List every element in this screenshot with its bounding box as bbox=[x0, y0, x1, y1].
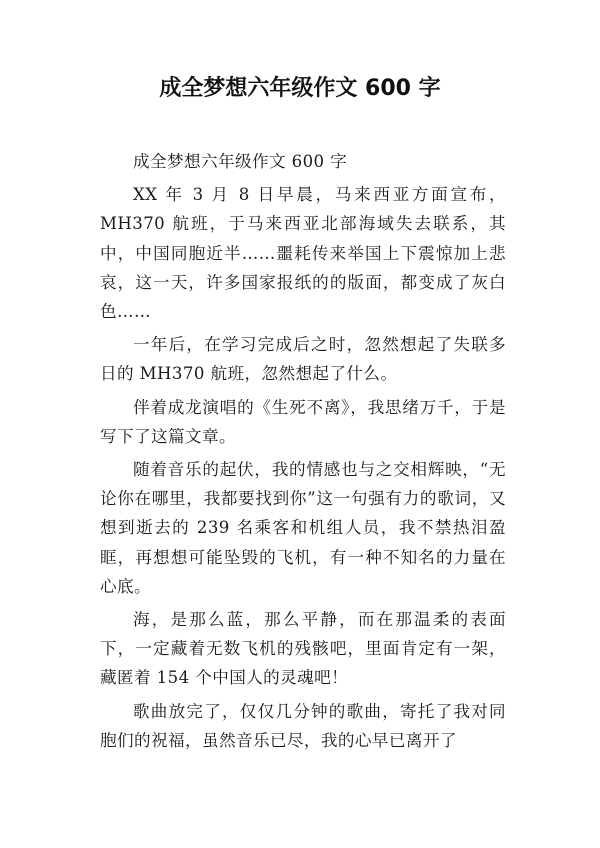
paragraph: 伴着成龙演唱的《生死不离》，我思绪万千，于是写下了这篇文章。 bbox=[100, 397, 506, 446]
paragraph: 一年后，在学习完成后之时，忽然想起了失联多日的 MH370 航班，忽然想起了什么。 bbox=[100, 335, 506, 384]
paragraph: 随着音乐的起伏，我的情感也与之交相辉映，“无论你在哪里，我都要找到你”这一句强有力的歌词，又想到逝去的 239 名乘客和机组人员，我不禁热泪盈眶，再想想可能坠毁的飞机，有一种不知名的力量在心底。 bbox=[100, 460, 506, 596]
document-title: 成全梦想六年级作文 600 字 bbox=[159, 76, 441, 101]
paragraph: 歌曲放完了，仅仅几分钟的歌曲，寄托了我对同胞们的祝福，虽然音乐已尽，我的心早已离开了 bbox=[100, 701, 506, 750]
document-body bbox=[100, 147, 506, 759]
paragraph-subtitle: 成全梦想六年级作文 600 字 bbox=[133, 152, 348, 171]
paragraph: XX 年 3 月 8 日早晨，马来西亚方面宣布，MH370 航班，于马来西亚北部海域失去联系，其中，中国同胞近半……噩耗传来举国上下震惊加上悲哀，这一天，许多国家报纸的的版面，都变成了灰白色…… bbox=[100, 185, 506, 322]
paragraph: 海，是那么蓝，那么平静，而在那温柔的表面下，一定藏着无数飞机的残骸吧，里面肯定有一架，藏匿着 154 个中国人的灵魂吧！ bbox=[100, 610, 506, 688]
